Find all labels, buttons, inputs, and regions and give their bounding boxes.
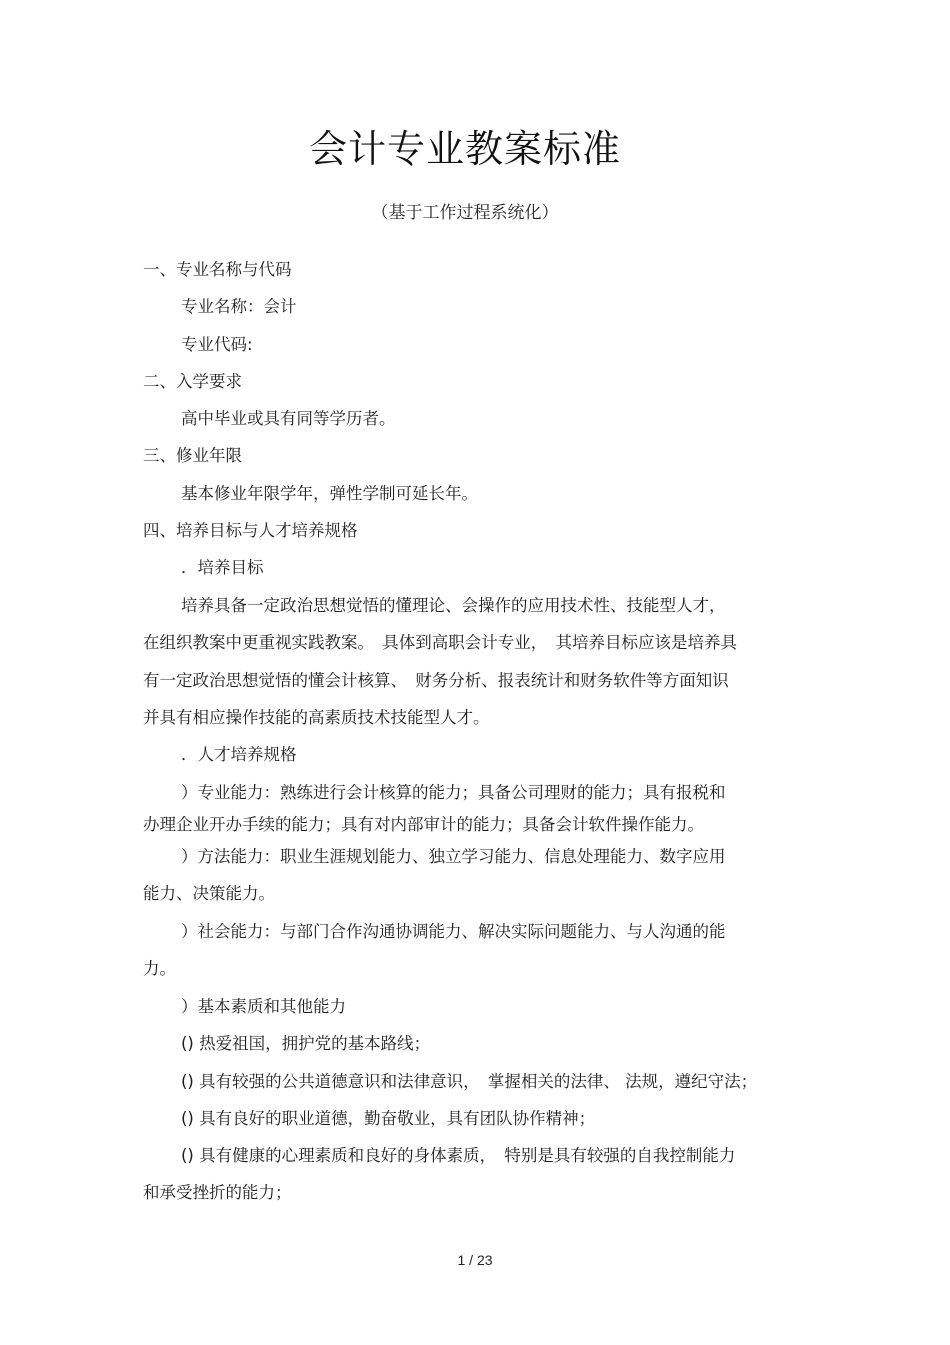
section-heading-1: 一、专业名称与代码 bbox=[143, 260, 292, 279]
subheading-goal: ．培养目标 bbox=[181, 558, 264, 577]
goal-paragraph-line: 在组织教案中更重视实践教案。 具体到高职会计专业， 其培养目标应该是培养具 bbox=[143, 633, 737, 652]
goal-paragraph-line: 有一定政治思想觉悟的懂会计核算、 财务分析、报表统计和财务软件等方面知识 bbox=[143, 671, 729, 690]
section-heading-2: 二、入学要求 bbox=[143, 372, 242, 391]
spec-social-cont: 力。 bbox=[143, 959, 176, 978]
major-code-line: 专业代码: bbox=[181, 335, 253, 354]
quality-item: () 具有健康的心理素质和良好的身体素质， 特别是具有较强的自我控制能力 bbox=[181, 1146, 736, 1165]
page-number: 1 / 23 bbox=[457, 1252, 493, 1268]
section-heading-4: 四、培养目标与人才培养规格 bbox=[143, 521, 358, 540]
spec-quality: ）基本素质和其他能力 bbox=[181, 997, 346, 1016]
quality-item: () 具有良好的职业道德，勤奋敬业，具有团队协作精神； bbox=[181, 1109, 596, 1128]
major-name-line: 专业名称：会计 bbox=[181, 297, 297, 316]
quality-item-cont: 和承受挫折的能力； bbox=[143, 1183, 292, 1202]
section-heading-3: 三、修业年限 bbox=[143, 446, 242, 465]
document-title: 会计专业教案标准 bbox=[308, 127, 621, 171]
quality-item: () 热爱祖国，拥护党的基本路线； bbox=[181, 1034, 431, 1053]
spec-method: ）方法能力：职业生涯规划能力、独立学习能力、信息处理能力、数字应用 bbox=[181, 847, 726, 866]
subheading-spec: ．人才培养规格 bbox=[181, 745, 297, 764]
spec-social: ）社会能力：与部门合作沟通协调能力、解决实际问题能力、与人沟通的能 bbox=[181, 922, 726, 941]
goal-paragraph-line: 并具有相应操作技能的高素质技术技能型人才。 bbox=[143, 708, 490, 727]
goal-paragraph-line: 培养具备一定政治思想觉悟的懂理论、会操作的应用技术性、技能型人才， bbox=[181, 596, 726, 615]
spec-method-cont: 能力、决策能力。 bbox=[143, 884, 275, 903]
quality-item: () 具有较强的公共道德意识和法律意识， 掌握相关的法律、 法规，遵纪守法； bbox=[181, 1072, 758, 1091]
document-subtitle: （基于工作过程系统化） bbox=[371, 203, 559, 223]
admission-text: 高中毕业或具有同等学历者。 bbox=[181, 409, 396, 428]
duration-text: 基本修业年限学年，弹性学制可延长年。 bbox=[181, 484, 478, 503]
spec-professional: ）专业能力：熟练进行会计核算的能力；具备公司理财的能力；具有报税和 bbox=[181, 783, 726, 802]
spec-professional-cont: 办理企业开办手续的能力；具有对内部审计的能力；具备会计软件操作能力。 bbox=[143, 815, 704, 834]
